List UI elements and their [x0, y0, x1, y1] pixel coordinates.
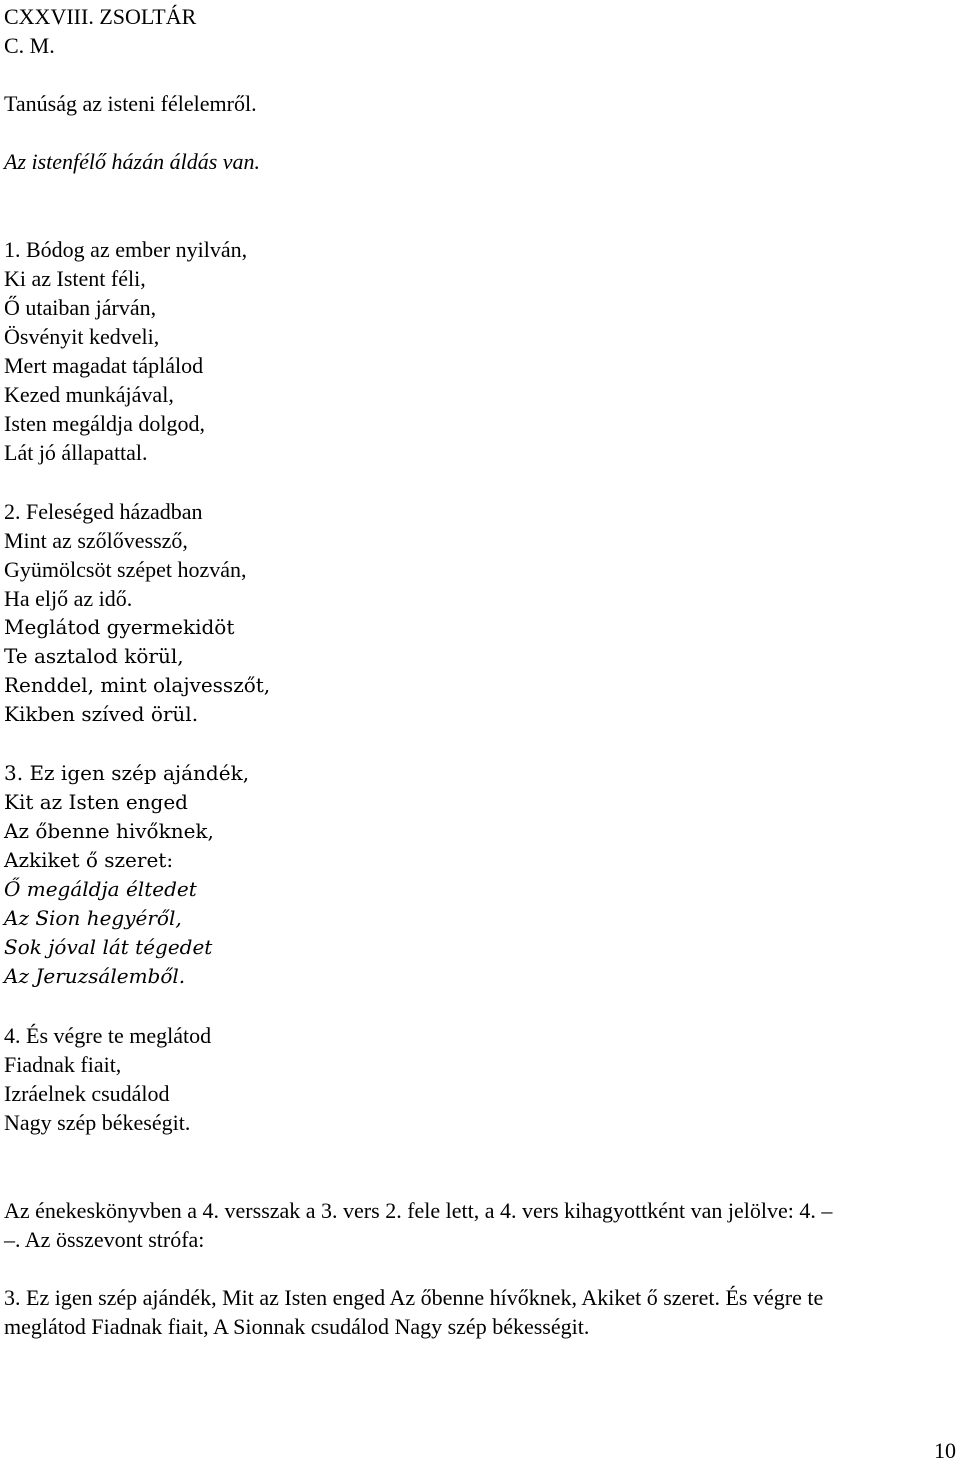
note-line: Az énekeskönyvben a 4. versszak a 3. vers 2. fele lett, a 4. vers kihagyottként van jelölve: 4. – — [4, 1198, 833, 1223]
verse-line: Ösvényit kedveli, — [4, 324, 160, 349]
psalm-heading — [4, 2, 196, 60]
verse-line: Azkiket ő szeret: — [4, 848, 174, 872]
verse-line: Kikben szíved örül. — [4, 702, 199, 726]
verse-line: Mert magadat táplálod — [4, 353, 204, 378]
verse-line: Ha eljő az idő. — [4, 586, 133, 611]
verse-line: Kezed munkájával, — [4, 382, 174, 407]
verse-line: Kit az Isten enged — [4, 790, 188, 814]
psalm-author: C. M. — [4, 33, 55, 58]
verse-line-italic: Az Jeruzsálemből. — [4, 964, 186, 988]
verse-4 — [4, 1021, 211, 1137]
verse-line: Izráelnek csudálod — [4, 1081, 170, 1106]
merged-stanza — [4, 1283, 960, 1341]
note-line: –. Az összevont strófa: — [4, 1227, 205, 1252]
merged-line: meglátod Fiadnak fiait, A Sionnak csudálod Nagy szép békességit. — [4, 1314, 590, 1339]
psalm-subtitle: Tanúság az isteni félelemről. — [4, 91, 257, 116]
verse-line-italic: Az Sion hegyéről, — [4, 906, 182, 930]
verse-line: Nagy szép békeségit. — [4, 1110, 191, 1135]
verse-line: 3. Ez igen szép ajándék, — [4, 761, 250, 785]
verse-line: 2. Feleséged házadban — [4, 499, 203, 524]
verse-line: 4. És végre te meglátod — [4, 1023, 212, 1048]
merged-line: 3. Ez igen szép ajándék, Mit az Isten enged Az őbenne hívőknek, Akiket ő szeret. És végre te — [4, 1285, 824, 1310]
verse-line: Ő utaiban járván, — [4, 295, 157, 320]
verse-2 — [4, 497, 270, 729]
verse-line: 1. Bódog az ember nyilván, — [4, 237, 248, 262]
psalm-motto: Az istenfélő házán áldás van. — [4, 149, 261, 174]
verse-line: Fiadnak fiait, — [4, 1052, 122, 1077]
verse-line: Mint az szőlővessző, — [4, 528, 188, 553]
verse-line: Meglátod gyermekidöt — [4, 615, 235, 639]
editorial-note — [4, 1196, 960, 1254]
verse-line: Lát jó állapattal. — [4, 440, 148, 465]
page-number: 10 — [934, 1438, 956, 1463]
verse-line: Renddel, mint olajvesszőt, — [4, 673, 271, 697]
verse-line: Ki az Istent féli, — [4, 266, 146, 291]
psalm-title: CXXVIII. ZSOLTÁR — [4, 4, 197, 29]
verse-line: Az őbenne hivőknek, — [4, 819, 214, 843]
verse-3 — [4, 759, 249, 991]
verse-line-italic: Sok jóval lát tégedet — [4, 935, 213, 959]
verse-1 — [4, 235, 247, 467]
verse-line: Te asztalod körül, — [4, 644, 184, 668]
verse-line-italic: Ő megáldja éltedet — [4, 877, 197, 901]
verse-line: Isten megáldja dolgod, — [4, 411, 206, 436]
verse-line: Gyümölcsöt szépet hozván, — [4, 557, 247, 582]
